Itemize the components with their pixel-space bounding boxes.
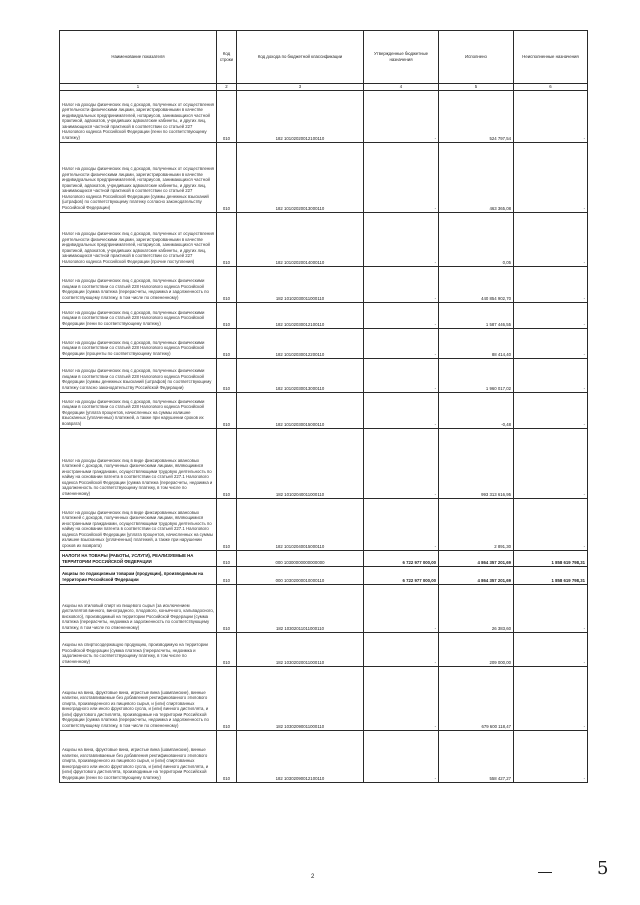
row-budget-code: 182 10102030015000110 <box>237 392 364 428</box>
row-executed: 679 600 118,47 <box>439 666 514 730</box>
row-budget-code: 182 10102020013000110 <box>237 142 364 212</box>
header-indicator-name: Наименование показателя <box>60 31 217 84</box>
row-approved: - <box>364 428 439 498</box>
row-code: 010 <box>217 730 237 782</box>
row-executed: -0,48 <box>439 392 514 428</box>
row-approved: - <box>364 212 439 266</box>
row-executed: 26 383,60 <box>439 584 514 632</box>
row-budget-code: 182 10102030012200110 <box>237 328 364 358</box>
table-row <box>60 730 588 782</box>
row-approved: - <box>364 358 439 392</box>
row-code: 010 <box>217 142 237 212</box>
row-unexecuted: - <box>514 584 588 632</box>
table-row <box>60 566 588 584</box>
row-approved: - <box>364 90 439 142</box>
header-row-code: Код строки <box>217 31 237 84</box>
row-code: 010 <box>217 302 237 328</box>
table-row <box>60 328 588 358</box>
header-unexecuted: Неисполненные назначения <box>514 31 588 84</box>
row-name: Акцизы на вина, фруктовые вина, игристые вина (шампанские), винные напитки, изготавливаемые без добавления ректификованного этилового спирта, произведенного из пищевого сырья, и (или) спиртованных виноградного или иного фруктового сусла, и (или) винного дистиллята, и (или) фруктового дистиллята, производимые на территории Российской Федерации (пени по соответствующему платежу) <box>60 730 217 782</box>
row-code: 010 <box>217 498 237 550</box>
row-code: 010 <box>217 550 237 566</box>
row-executed: 0,05 <box>439 212 514 266</box>
row-unexecuted: - <box>514 328 588 358</box>
page-number: 2 <box>311 874 315 880</box>
row-name: Налог на доходы физических лиц в виде фиксированных авансовых платежей с доходов, полученных физическими лицами, являющимися иностранными гражданами, осуществляющими трудовую деятельность по найму на основании патента в соответствии со статьей 227.1 Налогового кодекса Российской Федерации (сумма платежа (перерасчеты, недоимка и задолженность по соответствующему платежу, в том числе по отмененному) <box>60 428 217 498</box>
column-number: 6 <box>514 84 588 91</box>
row-name: Налог на доходы физических лиц с доходов, полученных от осуществления деятельности физическими лицами, зарегистрированными в качестве индивидуальных предпринимателей, нотариусов, занимающихся частной практикой, адвокатов, учредивших адвокатские кабинеты, и других лиц, занимающихся частной практикой в соответствии со статьей 227 Налогового кодекса Российской Федерации (пени по соответствующему платежу) <box>60 90 217 142</box>
row-unexecuted: - <box>514 90 588 142</box>
table-row <box>60 428 588 498</box>
row-name: Налог на доходы физических лиц в виде фиксированных авансовых платежей с доходов, полученных физическими лицами, являющимися иностранными гражданами, осуществляющими трудовую деятельность по найму на основании патента в соответствии со статьей 227.1 Налогового кодекса Российской Федерации (уплата процентов, начисленных на суммы излишне взысканных (уплаченных) платежей, а также при нарушении сроков их возврата) <box>60 498 217 550</box>
row-executed: 463 365,08 <box>439 142 514 212</box>
row-name: Акцизы на спиртосодержащую продукцию, производимую на территории Российской Федерации (сумма платежа (перерасчеты, недоимка и задолженность по соответствующему платежу, в том числе по отмененному) <box>60 632 217 666</box>
row-approved: - <box>364 392 439 428</box>
header-budget-code: Код дохода по бюджетной классификации <box>237 31 364 84</box>
row-approved: 6 722 977 000,00 <box>364 566 439 584</box>
row-unexecuted: - <box>514 358 588 392</box>
table-row <box>60 666 588 730</box>
row-approved: - <box>364 666 439 730</box>
row-executed: 1 960 017,02 <box>439 358 514 392</box>
row-approved: - <box>364 142 439 212</box>
row-code: 010 <box>217 212 237 266</box>
row-approved: - <box>364 302 439 328</box>
row-budget-code: 182 10102030012100110 <box>237 302 364 328</box>
row-name: Налог на доходы физических лиц с доходов, полученных физическими лицами в соответствии со статьей 228 Налогового кодекса Российской Федерации (суммы денежных взысканий (штрафов) по соответствующему платежу согласно законодательству Российской Федерации) <box>60 358 217 392</box>
row-budget-code: 182 10102040011000110 <box>237 428 364 498</box>
row-code: 010 <box>217 266 237 302</box>
row-name: Акцизы на вина, фруктовые вина, игристые вина (шампанские), винные напитки, изготавливаемые без добавления ректификованного этилового спирта, произведенного из пищевого сырья, и (или) спиртованных виноградного или иного фруктового сусла, и (или) винного дистиллята, и (или) фруктового дистиллята, производимые на территории Российской Федерации (сумма платежа (перерасчеты, недоимка и задолженность по соответствующему платежу, в том числе по отмененному) <box>60 666 217 730</box>
row-name: Акцизы по подакцизным товарам (продукции), производимым на территории Российской Федерации <box>60 566 217 584</box>
row-code: 010 <box>217 584 237 632</box>
row-budget-code: 000 10300000000000000 <box>237 550 364 566</box>
row-budget-code: 182 10102030011000110 <box>237 266 364 302</box>
row-approved: - <box>364 730 439 782</box>
row-budget-code: 182 10102020012100110 <box>237 90 364 142</box>
row-name: НАЛОГИ НА ТОВАРЫ (РАБОТЫ, УСЛУГИ), РЕАЛИЗУЕМЫЕ НА ТЕРРИТОРИИ РОССИЙСКОЙ ФЕДЕРАЦИИ <box>60 550 217 566</box>
table-row <box>60 90 588 142</box>
row-unexecuted: - <box>514 666 588 730</box>
column-number: 1 <box>60 84 217 91</box>
row-unexecuted: - <box>514 302 588 328</box>
row-code: 010 <box>217 328 237 358</box>
row-approved: - <box>364 266 439 302</box>
row-budget-code: 182 10302011011000110 <box>237 584 364 632</box>
row-budget-code: 182 10302020011000110 <box>237 632 364 666</box>
row-code: 010 <box>217 666 237 730</box>
row-budget-code: 182 10102040015000110 <box>237 498 364 550</box>
row-unexecuted: 1 858 619 798,31 <box>514 566 588 584</box>
row-unexecuted: - <box>514 498 588 550</box>
corner-page-mark: 5 <box>597 858 609 879</box>
table-row <box>60 358 588 392</box>
row-executed: 440 854 902,70 <box>439 266 514 302</box>
table-row <box>60 302 588 328</box>
row-unexecuted: - <box>514 730 588 782</box>
column-number: 2 <box>217 84 237 91</box>
row-unexecuted: - <box>514 266 588 302</box>
income-report-table <box>59 30 588 783</box>
row-budget-code: 182 10302090012100110 <box>237 730 364 782</box>
row-approved: - <box>364 498 439 550</box>
header-approved: Утвержденные бюджетные назначения <box>364 31 439 84</box>
header-row <box>60 31 588 84</box>
row-executed: 993 313 616,95 <box>439 428 514 498</box>
row-executed: 2 891,30 <box>439 498 514 550</box>
column-number-row <box>60 84 588 91</box>
row-name: Налог на доходы физических лиц с доходов, полученных физическими лицами в соответствии со статьей 228 Налогового кодекса Российской Федерации (сумма платежа (перерасчеты, недоимка и задолженность по соответствующему платежу, в том числе по отмененному) <box>60 266 217 302</box>
row-unexecuted: - <box>514 142 588 212</box>
header-executed: Исполнено <box>439 31 514 84</box>
row-unexecuted: - <box>514 632 588 666</box>
row-approved: - <box>364 584 439 632</box>
table-row <box>60 212 588 266</box>
row-approved: - <box>364 632 439 666</box>
row-code: 010 <box>217 566 237 584</box>
row-unexecuted: 1 858 619 798,31 <box>514 550 588 566</box>
table-row <box>60 498 588 550</box>
row-unexecuted: - <box>514 392 588 428</box>
table-row <box>60 392 588 428</box>
row-approved: - <box>364 328 439 358</box>
table-row <box>60 584 588 632</box>
footer-dash <box>538 872 552 873</box>
row-executed: 4 864 357 201,69 <box>439 550 514 566</box>
row-code: 010 <box>217 392 237 428</box>
row-unexecuted: - <box>514 212 588 266</box>
row-executed: 4 864 357 201,69 <box>439 566 514 584</box>
column-number: 4 <box>364 84 439 91</box>
row-approved: 6 722 977 000,00 <box>364 550 439 566</box>
row-name: Акцизы на этиловый спирт из пищевого сырья (за исключением дистиллятов винного, виноградного, плодового, коньячного, кальвадосного, вискового), производимый на территории Российской Федерации (сумма платежа (перерасчеты, недоимка и задолженность по соответствующему платежу, в том числе по отмененному) <box>60 584 217 632</box>
row-executed: 558 427,27 <box>439 730 514 782</box>
row-executed: 209 000,00 <box>439 632 514 666</box>
column-number: 3 <box>237 84 364 91</box>
row-code: 010 <box>217 90 237 142</box>
row-name: Налог на доходы физических лиц с доходов, полученных физическими лицами в соответствии со статьей 228 Налогового кодекса Российской Федерации (пени по соответствующему платежу) <box>60 302 217 328</box>
row-name: Налог на доходы физических лиц с доходов, полученных физическими лицами в соответствии со статьей 228 Налогового кодекса Российской Федерации (уплата процентов, начисленных на суммы излишне взысканных (уплаченных) платежей, а также при нарушении сроков их возврата) <box>60 392 217 428</box>
table-row <box>60 142 588 212</box>
row-unexecuted: - <box>514 428 588 498</box>
row-executed: 1 587 446,55 <box>439 302 514 328</box>
row-code: 010 <box>217 358 237 392</box>
row-budget-code: 182 10102030013000110 <box>237 358 364 392</box>
row-code: 010 <box>217 428 237 498</box>
column-number: 5 <box>439 84 514 91</box>
row-name: Налог на доходы физических лиц с доходов, полученных физическими лицами в соответствии со статьей 228 Налогового кодекса Российской Федерации (проценты по соответствующему платежу) <box>60 328 217 358</box>
table-row <box>60 632 588 666</box>
row-budget-code: 000 10302000010000110 <box>237 566 364 584</box>
table-row <box>60 266 588 302</box>
table-row <box>60 550 588 566</box>
row-budget-code: 182 10302090011000110 <box>237 666 364 730</box>
row-executed: 524 797,54 <box>439 90 514 142</box>
row-name: Налог на доходы физических лиц с доходов, полученных от осуществления деятельности физическими лицами, зарегистрированными в качестве индивидуальных предпринимателей, нотариусов, занимающихся частной практикой, адвокатов, учредивших адвокатские кабинеты, и других лиц, занимающихся частной практикой в соответствии со статьей 227 Налогового кодекса Российской Федерации (суммы денежных взысканий (штрафов) по соответствующему платежу согласно законодательству Российской Федерации) <box>60 142 217 212</box>
row-executed: 88 414,40 <box>439 328 514 358</box>
row-code: 010 <box>217 632 237 666</box>
row-budget-code: 182 10102020014000110 <box>237 212 364 266</box>
row-name: Налог на доходы физических лиц с доходов, полученных от осуществления деятельности физическими лицами, зарегистрированными в качестве индивидуальных предпринимателей, нотариусов, занимающихся частной практикой, адвокатов, учредивших адвокатские кабинеты, и других лиц, занимающихся частной практикой в соответствии со статьей 227 Налогового кодекса Российской Федерации (прочие поступления) <box>60 212 217 266</box>
